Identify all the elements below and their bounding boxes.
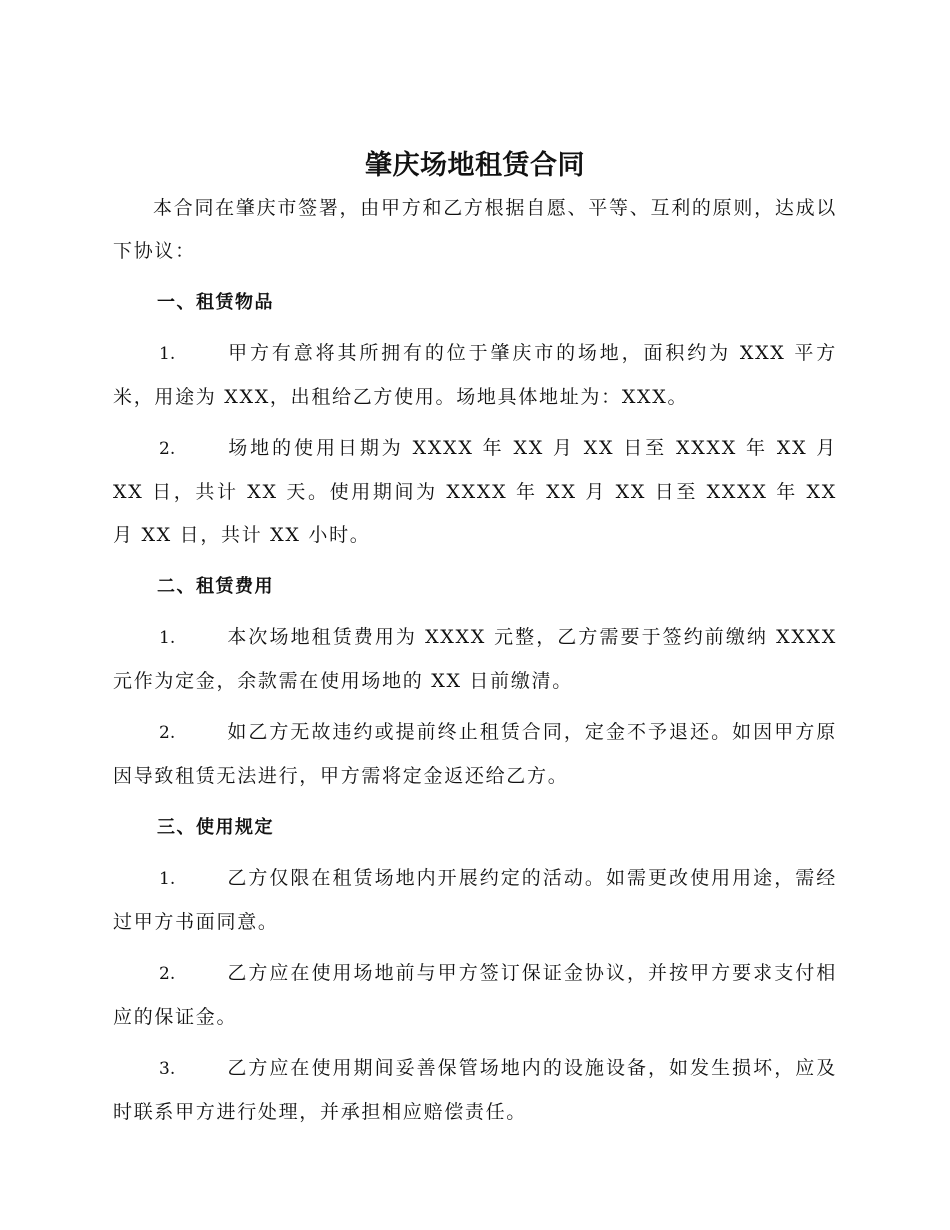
- clause-number: 1.: [159, 344, 176, 364]
- clause-item: [113, 1047, 837, 1134]
- document-body: [113, 146, 837, 1142]
- clause-item: [113, 711, 837, 798]
- clause-number: 2.: [159, 439, 176, 459]
- clause-text: 本次场地租赁费用为 XXXX 元整，乙方需要于签约前缴纳 XXXX 元作为定金，余款需在使用场地的 XX 日前缴清。: [113, 626, 837, 692]
- section-lease-fees: [113, 565, 837, 798]
- section-usage-rules: [113, 806, 837, 1134]
- clause-number: 2.: [159, 964, 176, 984]
- section-heading: 三、使用规定: [157, 817, 274, 838]
- section-lease-items: [113, 281, 837, 557]
- document-title: 肇庆场地租赁合同: [365, 150, 585, 181]
- clause-item: [113, 332, 837, 419]
- clause-text: 甲方有意将其所拥有的位于肇庆市的场地，面积约为 XXX 平方米，用途为 XXX，出租给乙方使用。场地具体地址为：XXX。: [113, 342, 837, 408]
- clause-text: 场地的使用日期为 XXXX 年 XX 月 XX 日至 XXXX 年 XX 月 XX 日，共计 XX 天。使用期间为 XXXX 年 XX 月 XX 日至 XXXX 年 XX 月 XX 日，共计 XX 小时。: [113, 437, 837, 546]
- clause-number: 3.: [159, 1059, 176, 1079]
- clause-number: 2.: [159, 723, 176, 743]
- clause-text: 乙方应在使用期间妥善保管场地内的设施设备，如发生损坏，应及时联系甲方进行处理，并承担相应赔偿责任。: [113, 1057, 837, 1123]
- clause-text: 乙方应在使用场地前与甲方签订保证金协议，并按甲方要求支付相应的保证金。: [113, 962, 837, 1028]
- clause-text: 乙方仅限在租赁场地内开展约定的活动。如需更改使用用途，需经过甲方书面同意。: [113, 867, 837, 933]
- section-heading: 一、租赁物品: [157, 292, 274, 313]
- clause-item: [113, 952, 837, 1039]
- clause-item: [113, 616, 837, 703]
- clause-item: [113, 427, 837, 557]
- clause-text: 如乙方无故违约或提前终止租赁合同，定金不予退还。如因甲方原因导致租赁无法进行，甲方需将定金返还给乙方。: [113, 721, 837, 787]
- clause-item: [113, 857, 837, 944]
- section-heading: 二、租赁费用: [157, 576, 274, 597]
- clause-number: 1.: [159, 869, 176, 889]
- intro-paragraph: 本合同在肇庆市签署，由甲方和乙方根据自愿、平等、互利的原则，达成以下协议：: [113, 197, 837, 262]
- clause-number: 1.: [159, 628, 176, 648]
